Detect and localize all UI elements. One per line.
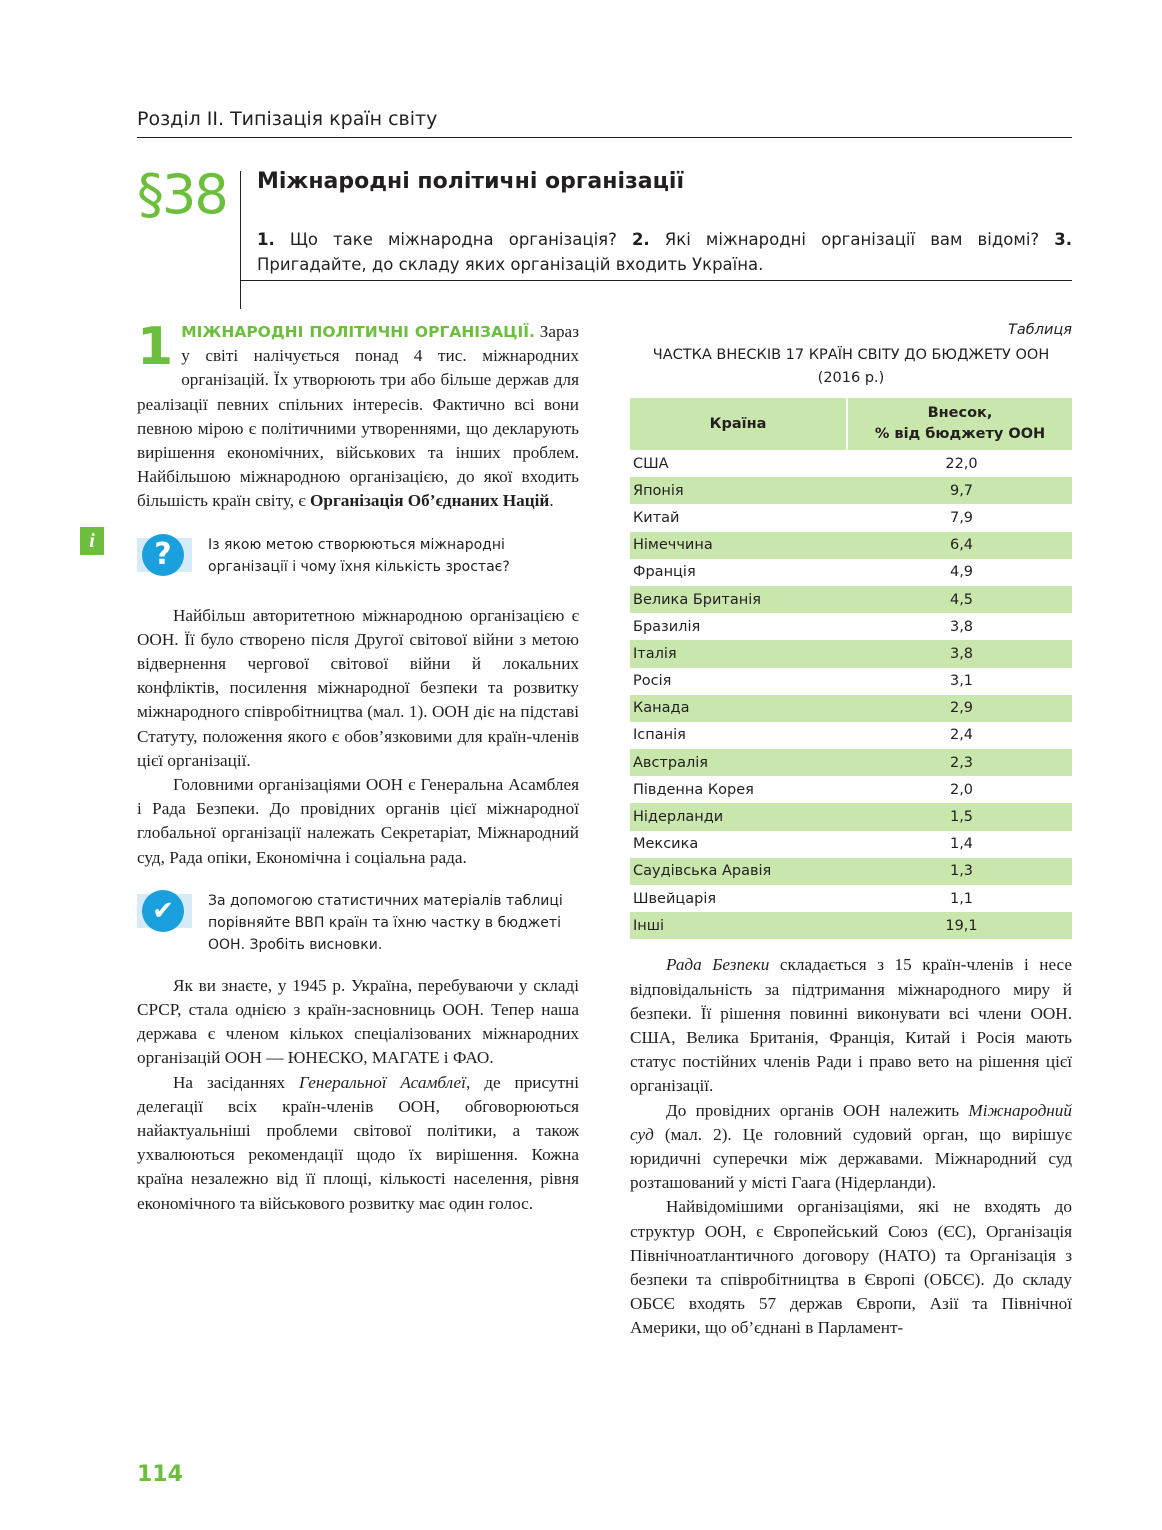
column-header-country: Країна (630, 398, 847, 450)
table-row (630, 640, 1072, 667)
contribution-cell: 2,9 (847, 695, 1072, 722)
paragraph-general-assembly: На засіданнях Генеральної Асамблеї, де присутні делегації всіх країн-членів ООН, обговорюються найактуальніші проблеми світової політики, а також ухвалюються рекомендації щодо їх вирішення. Кожна країна незалежно від її площі, кількості населення, рівня економічного та військового розвитку має один голос. (137, 1072, 579, 1213)
paragraph-security-council: Рада Безпеки складається з 15 країн-членів і несе відповідальність за підтримання міжнародного миру й безпеки. Її рішення повинні виконувати всі члени ООН. США, Велика Британія, Франція, Китай і Росія мають статус постійних членів Ради і право вето на рішення цієї організації. (630, 955, 1072, 1096)
table-row (630, 504, 1072, 531)
table-row (630, 668, 1072, 695)
right-column (630, 320, 1072, 1341)
section-intro (137, 317, 579, 514)
country-cell: Швейцарія (630, 885, 847, 912)
q2-number: 2. (631, 230, 650, 249)
country-cell: Мексика (630, 831, 847, 858)
un-name: Організація Об’єднаних Націй (310, 491, 550, 511)
section-heading: МІЖНАРОДНІ ПОЛІТИЧНІ ОРГАНІЗАЦІЇ. (181, 323, 535, 341)
paragraph-ukraine: Як ви знаєте, у 1945 р. Україна, перебуваючи у складі СРСР, стала однією з країн-засновниць ООН. Тепер наша держава є членом кількох спеціалізованих міжнародних організацій ООН — ЮНЕСКО, МАГАТЕ і ФАО. (137, 975, 579, 1068)
table-row (630, 858, 1072, 885)
lesson-title: Міжнародні політичні організації (257, 169, 685, 194)
contribution-cell: 2,4 (847, 722, 1072, 749)
country-cell: Австралія (630, 749, 847, 776)
country-cell: Нідерланди (630, 803, 847, 830)
contribution-cell: 3,1 (847, 668, 1072, 695)
country-cell: Велика Британія (630, 586, 847, 613)
q3-text: Пригадайте, до складу яких організацій входить Україна. (257, 255, 764, 274)
table-row (630, 532, 1072, 559)
check-icon: ✔ (142, 890, 184, 932)
country-cell: Франція (630, 559, 847, 586)
question-text: Із якою метою створюються міжнародні організації і чому їхня кількість зростає? (208, 536, 510, 575)
info-icon: i (80, 527, 104, 555)
table-row (630, 586, 1072, 613)
paragraph-number: §38 (137, 163, 227, 226)
table-row (630, 749, 1072, 776)
table-row (630, 803, 1072, 830)
question-box (137, 534, 579, 586)
q3-number: 3. (1054, 230, 1072, 249)
table-row (630, 831, 1072, 858)
table-row (630, 722, 1072, 749)
contribution-cell: 4,5 (847, 586, 1072, 613)
table-row (630, 559, 1072, 586)
contribution-cell: 4,9 (847, 559, 1072, 586)
question-icon: ? (142, 534, 184, 576)
table-body (630, 450, 1072, 939)
contribution-cell: 9,7 (847, 477, 1072, 504)
table-row (630, 912, 1072, 939)
table-row (630, 695, 1072, 722)
contribution-cell: 3,8 (847, 640, 1072, 667)
left-column (137, 317, 579, 1216)
table-row (630, 450, 1072, 477)
country-cell: Бразилія (630, 613, 847, 640)
un-contributions-table (630, 398, 1072, 939)
table-title: ЧАСТКА ВНЕСКІВ 17 КРАЇН СВІТУ ДО БЮДЖЕТУ ООН (2016 р.) (652, 347, 1050, 386)
q2-text: Які міжнародні організації вам відомі? (649, 230, 1055, 249)
paragraph-international-court: До провідних органів ООН належить Міжнародний суд (мал. 2). Це головний судовий орган, що вирішує юридичні суперечки між державами. Міжнародний суд розташований у місті Гаага (Нідерланди). (630, 1100, 1072, 1193)
page-number: 114 (137, 1462, 183, 1487)
contribution-cell: 1,4 (847, 831, 1072, 858)
country-cell: Інші (630, 912, 847, 939)
task-box (137, 890, 579, 956)
section-number: 1 (137, 317, 174, 377)
contribution-cell: 2,0 (847, 776, 1072, 803)
running-head: Розділ ІІ. Типізація країн світу (137, 108, 1072, 138)
contribution-cell: 19,1 (847, 912, 1072, 939)
country-cell: Німеччина (630, 532, 847, 559)
column-header-contribution: Внесок, % від бюджету ООН (847, 398, 1072, 450)
contribution-cell: 1,1 (847, 885, 1072, 912)
table-label: Таблиця (1008, 322, 1072, 338)
paragraph-un-organs: Головними організаціями ООН є Генеральна Асамблея і Рада Безпеки. До провідних органів цієї міжнародної глобальної організації належать Секретаріат, Міжнародний суд, Рада опіки, Економічна і соціальна рада. (137, 775, 579, 867)
country-cell: Південна Корея (630, 776, 847, 803)
country-cell: Японія (630, 477, 847, 504)
header-divider-vertical (240, 171, 241, 309)
contribution-cell: 22,0 (847, 450, 1072, 477)
country-cell: Росія (630, 668, 847, 695)
contribution-cell: 1,3 (847, 858, 1072, 885)
paragraph-un-creation: Найбільш авторитетною міжнародною організацією є ООН. Її було створено після Другої світової війни з метою відвернення чергової світової війни й локальних конфліктів, посилення міжнародної безпеки та розвитку міжнародного співробітництва (мал. 1). ООН діє на підставі Статуту, положення якого є обов’язковими для країн-членів цієї організації. (137, 605, 579, 770)
contribution-cell: 3,8 (847, 613, 1072, 640)
country-cell: Саудівська Аравія (630, 858, 847, 885)
country-cell: Італія (630, 640, 847, 667)
q1-number: 1. (257, 230, 275, 249)
country-cell: Канада (630, 695, 847, 722)
header-divider-horizontal (240, 280, 1072, 281)
contribution-cell: 7,9 (847, 504, 1072, 531)
table-row (630, 776, 1072, 803)
country-cell: Китай (630, 504, 847, 531)
country-cell: США (630, 450, 847, 477)
intro-questions (257, 227, 1072, 277)
country-cell: Іспанія (630, 722, 847, 749)
paragraph-other-organizations: Найвідомішими організаціями, які не входять до структур ООН, є Європейський Союз (ЄС), Організація Північноатлантичного договору (НАТО) та Організація з безпеки та співробітництва в Європі (ОБСЄ). До складу ОБСЄ входять 57 держав Європи, Азії та Північної Америки, що об’єднані в Парламент- (630, 1197, 1072, 1338)
section-paragraph-1: МІЖНАРОДНІ ПОЛІТИЧНІ ОРГАНІЗАЦІЇ. Зараз у світі налічується понад 4 тис. міжнародних організацій. Їх утворюють три або більше держав для реалізації певних спільних інтересів. Фактично всі вони певною мірою є політичними утвореннями, що декларують вирішення економічних, військових та інших проблем. Найбільшою міжнародною організацією, до якої входить більшість країн світу, є Організація Об’єднаних Націй. (137, 322, 579, 511)
contribution-cell: 6,4 (847, 532, 1072, 559)
table-row (630, 477, 1072, 504)
contribution-cell: 2,3 (847, 749, 1072, 776)
table-row (630, 613, 1072, 640)
contribution-cell: 1,5 (847, 803, 1072, 830)
q1-text: Що таке міжнародна організація? (274, 230, 632, 249)
table-row (630, 885, 1072, 912)
task-text: За допомогою статистичних матеріалів таблиці порівняйте ВВП країн та їхню частку в бюджеті ООН. Зробіть висновки. (208, 892, 563, 953)
